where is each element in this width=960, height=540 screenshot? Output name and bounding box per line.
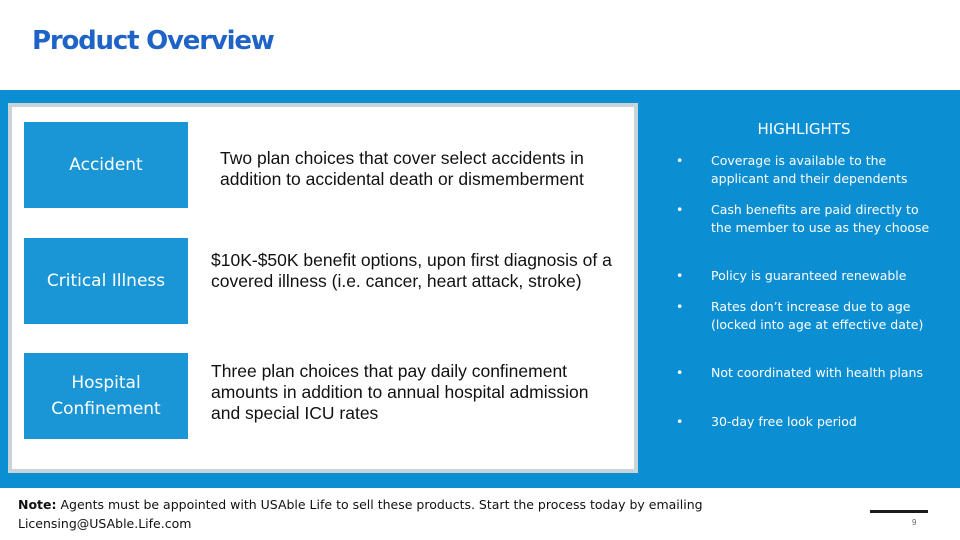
agent-note (18, 495, 778, 533)
highlight-text: Rates don’t increase due to age (locked into age at effective date) (711, 299, 924, 332)
bullet-icon: • (676, 414, 684, 429)
highlight-text: 30-day free look period (711, 414, 857, 429)
note-text: Agents must be appointed with USAble Life to sell these products. Start the process today by emailing Licensing@USAble.Life.com (18, 497, 703, 531)
product-description-accident: Two plan choices that cover select accidents in addition to accidental death or dismemberment (220, 148, 584, 189)
bullet-icon: • (676, 153, 684, 168)
highlight-text: Not coordinated with health plans (711, 365, 923, 380)
footer-divider (870, 510, 928, 513)
note-label: Note: (18, 497, 57, 512)
highlight-text: Policy is guaranteed renewable (711, 268, 907, 283)
product-box-critical-illness: Critical Illness (24, 238, 188, 324)
bullet-icon: • (676, 268, 684, 283)
product-description-hospital-confinement: Three plan choices that pay daily confinement amounts in addition to annual hospital admission and special ICU rates (211, 361, 589, 423)
bullet-icon: • (676, 365, 684, 380)
highlight-text: Cash benefits are paid directly to the member to use as they choose (711, 202, 930, 235)
product-box-hospital-confinement: Hospital Confinement (24, 353, 188, 439)
product-box-accident: Accident (24, 122, 188, 208)
page-number: 9 (912, 518, 917, 527)
highlights-title: HIGHLIGHTS (757, 120, 851, 138)
product-description-critical-illness: $10K-$50K benefit options, upon first diagnosis of a covered illness (i.e. cancer, heart attack, stroke) (211, 250, 612, 291)
page-title: Product Overview (32, 26, 274, 56)
bullet-icon: • (676, 202, 684, 217)
bullet-icon: • (676, 299, 684, 314)
highlight-text: Coverage is available to the applicant and their dependents (711, 153, 908, 186)
